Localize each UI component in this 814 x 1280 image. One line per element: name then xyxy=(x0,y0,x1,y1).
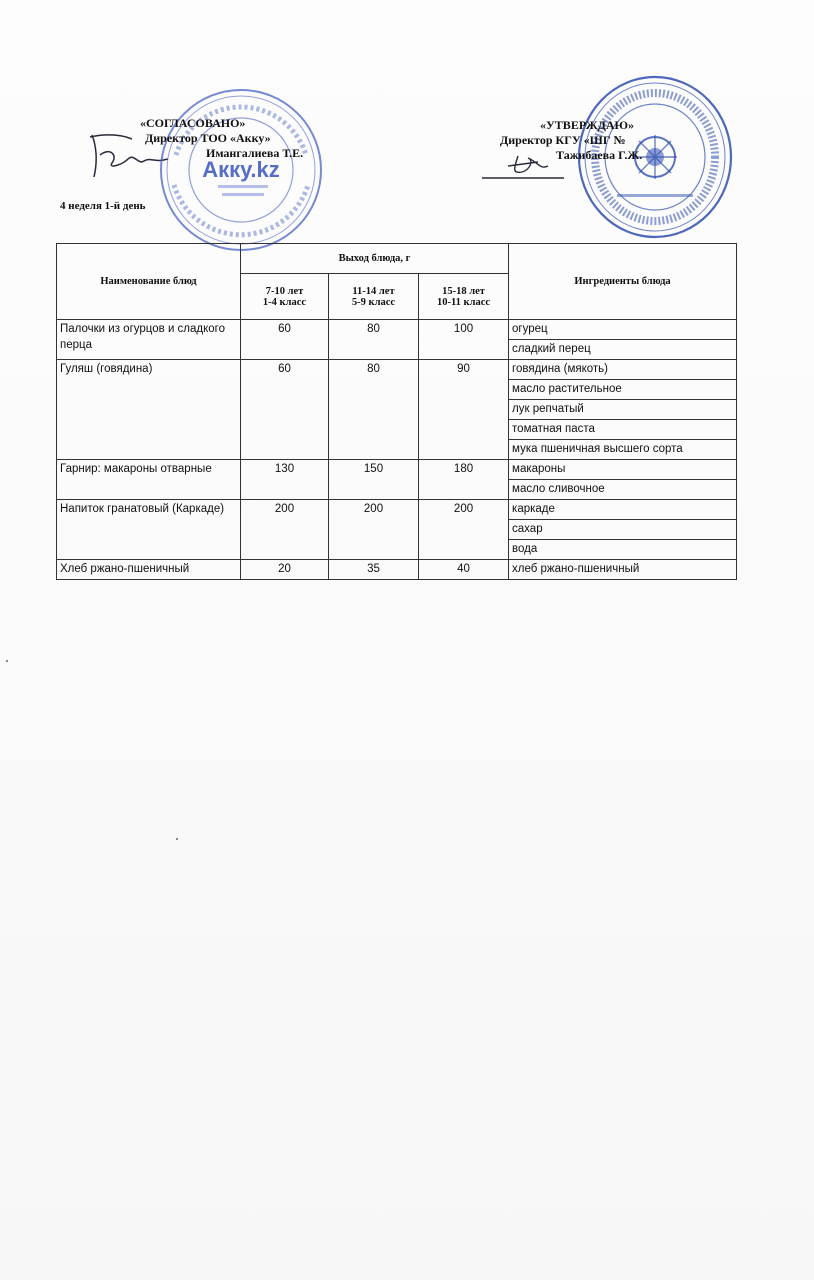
ingredient: хлеб ржано-пшеничный xyxy=(509,560,737,580)
header-age-group-2: 11-14 лет 5-9 класс xyxy=(329,274,419,320)
dish-output-2: 80 xyxy=(329,320,419,360)
ingredient: вода xyxy=(509,540,737,560)
table-row xyxy=(57,500,737,520)
ingredient: сахар xyxy=(509,520,737,540)
agreed-label: «СОГЛАСОВАНО» xyxy=(140,116,246,130)
dish-output-1: 200 xyxy=(241,500,329,560)
dish-output-3: 180 xyxy=(419,460,509,500)
header-age-group-1: 7-10 лет 1-4 класс xyxy=(241,274,329,320)
ingredient: лук репчатый xyxy=(509,400,737,420)
ingredient: масло растительное xyxy=(509,380,737,400)
company-seal-stamp xyxy=(156,85,326,255)
dish-output-2: 200 xyxy=(329,500,419,560)
table-row xyxy=(57,460,737,480)
dish-name: Гуляш (говядина) xyxy=(57,360,241,460)
header-dish-name: Наименование блюд xyxy=(57,244,241,320)
table-row xyxy=(57,320,737,340)
ingredient: огурец xyxy=(509,320,737,340)
dish-name: Хлеб ржано-пшеничный xyxy=(57,560,241,580)
dish-output-1: 20 xyxy=(241,560,329,580)
table-row xyxy=(57,360,737,380)
dish-output-3: 40 xyxy=(419,560,509,580)
ingredient: макароны xyxy=(509,460,737,480)
dish-output-1: 60 xyxy=(241,320,329,360)
dish-output-1: 60 xyxy=(241,360,329,460)
agreed-position: Директор ТОО «Акку» xyxy=(145,131,271,145)
dish-name: Палочки из огурцов и сладкого перца xyxy=(57,320,241,360)
dish-output-1: 130 xyxy=(241,460,329,500)
menu-table xyxy=(56,243,737,580)
dish-output-2: 150 xyxy=(329,460,419,500)
speck xyxy=(6,660,8,662)
dish-output-3: 100 xyxy=(419,320,509,360)
week-day-label: 4 неделя 1-й день xyxy=(60,200,146,212)
dish-output-2: 35 xyxy=(329,560,419,580)
ingredient: томатная паста xyxy=(509,420,737,440)
ingredient: масло сливочное xyxy=(509,480,737,500)
dish-name: Гарнир: макароны отварные xyxy=(57,460,241,500)
approved-label: «УТВЕРЖДАЮ» xyxy=(540,118,635,132)
agreed-person: Имангалиева Т.Е. xyxy=(206,146,304,160)
ingredient: каркаде xyxy=(509,500,737,520)
dish-output-3: 200 xyxy=(419,500,509,560)
header-output: Выход блюда, г xyxy=(241,244,509,274)
table-row xyxy=(57,560,737,580)
ingredient: мука пшеничная высшего сорта xyxy=(509,440,737,460)
header-ingredients: Ингредиенты блюда xyxy=(509,244,737,320)
dish-output-2: 80 xyxy=(329,360,419,460)
dish-output-3: 90 xyxy=(419,360,509,460)
svg-text:Акку.kz: Акку.kz xyxy=(202,157,280,182)
approved-person: Тажибаева Г.Ж. xyxy=(556,148,643,162)
approval-block-right xyxy=(500,118,643,163)
ingredient: сладкий перец xyxy=(509,340,737,360)
approval-block-left xyxy=(140,116,304,161)
approved-position: Директор КГУ «ШГ № xyxy=(500,133,626,147)
ingredient: говядина (мякоть) xyxy=(509,360,737,380)
speck xyxy=(176,838,178,840)
header-age-group-3: 15-18 лет 10-11 класс xyxy=(419,274,509,320)
dish-name: Напиток гранатовый (Каркаде) xyxy=(57,500,241,560)
